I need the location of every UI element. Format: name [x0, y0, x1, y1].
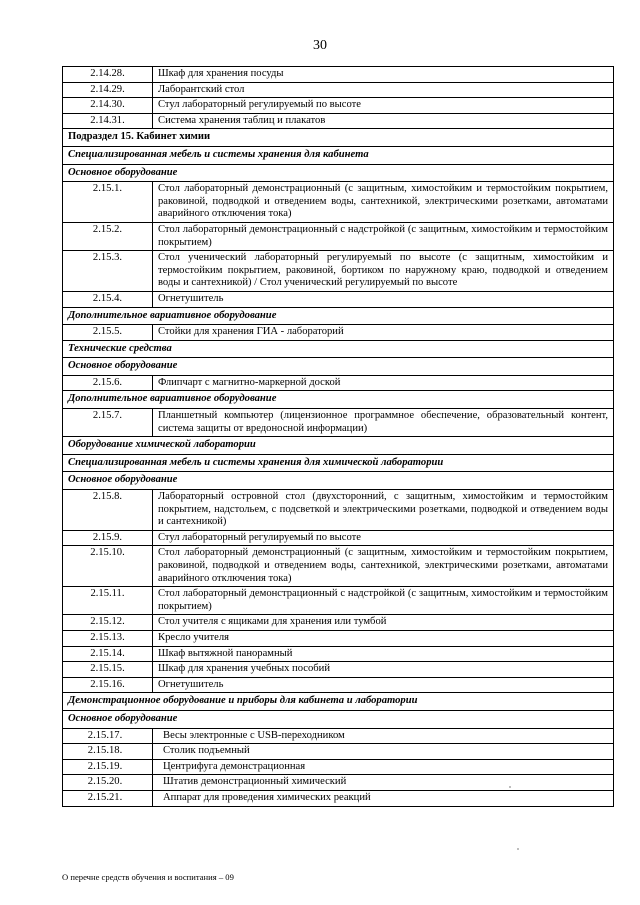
- section-heading: Дополнительное вариативное оборудование: [63, 391, 614, 409]
- item-number: 2.15.8.: [63, 490, 153, 531]
- item-description: Флипчарт с магнитно-маркерной доской: [153, 375, 614, 391]
- section-row: [63, 391, 614, 409]
- scan-speck: [509, 786, 511, 788]
- equipment-table-body: [63, 67, 614, 807]
- item-description: Весы электронные с USB-переходником: [153, 728, 614, 744]
- item-description: Система хранения таблиц и плакатов: [153, 113, 614, 129]
- item-number: 2.15.13.: [63, 630, 153, 646]
- item-number: 2.14.31.: [63, 113, 153, 129]
- table-row: [63, 182, 614, 223]
- item-description: Огнетушитель: [153, 677, 614, 693]
- item-description: Стул лабораторный регулируемый по высоте: [153, 98, 614, 114]
- item-number: 2.15.16.: [63, 677, 153, 693]
- table-row: [63, 728, 614, 744]
- item-description: Стол учителя с ящиками для хранения или тумбой: [153, 615, 614, 631]
- section-row: [63, 472, 614, 490]
- table-row: [63, 375, 614, 391]
- subsection-heading: Подраздел 15. Кабинет химии: [63, 129, 614, 147]
- footer-note: О перечне средств обучения и воспитания – 09: [62, 872, 234, 882]
- item-number: 2.15.18.: [63, 744, 153, 760]
- section-heading: Основное оборудование: [63, 358, 614, 376]
- section-heading: Основное оборудование: [63, 164, 614, 182]
- table-row: [63, 490, 614, 531]
- item-description: Аппарат для проведения химических реакций: [153, 790, 614, 806]
- table-row: [63, 67, 614, 83]
- table-row: [63, 615, 614, 631]
- item-description: Стол лабораторный демонстрационный с надстройкой (с защитным, химостойким и термостойким покрытием): [153, 587, 614, 615]
- table-row: [63, 530, 614, 546]
- table-row: [63, 775, 614, 791]
- section-heading: Специализированная мебель и системы хранения для кабинета: [63, 146, 614, 164]
- item-description: Штатив демонстрационный химический: [153, 775, 614, 791]
- item-description: Столик подъемный: [153, 744, 614, 760]
- table-row: [63, 790, 614, 806]
- item-description: Кресло учителя: [153, 630, 614, 646]
- table-row: [63, 98, 614, 114]
- item-description: Шкаф для хранения посуды: [153, 67, 614, 83]
- section-heading: Демонстрационное оборудование и приборы для кабинета и лаборатории: [63, 693, 614, 711]
- item-number: 2.15.9.: [63, 530, 153, 546]
- table-row: [63, 759, 614, 775]
- item-number: 2.15.20.: [63, 775, 153, 791]
- section-heading: Специализированная мебель и системы хранения для химической лаборатории: [63, 454, 614, 472]
- item-number: 2.15.12.: [63, 615, 153, 631]
- item-description: Стойки для хранения ГИА - лабораторий: [153, 325, 614, 341]
- table-row: [63, 291, 614, 307]
- table-row: [63, 82, 614, 98]
- item-number: 2.14.28.: [63, 67, 153, 83]
- section-row: [63, 693, 614, 711]
- equipment-table: [62, 66, 614, 807]
- table-row: [63, 325, 614, 341]
- item-number: 2.15.19.: [63, 759, 153, 775]
- item-number: 2.15.3.: [63, 251, 153, 292]
- scan-speck: [517, 848, 519, 850]
- section-row: [63, 164, 614, 182]
- page-number: 30: [313, 38, 327, 53]
- table-row: [63, 662, 614, 678]
- item-description: Центрифуга демонстрационная: [153, 759, 614, 775]
- item-number: 2.15.2.: [63, 222, 153, 250]
- section-heading: Основное оборудование: [63, 710, 614, 728]
- section-row: [63, 307, 614, 325]
- item-description: Шкаф для хранения учебных пособий: [153, 662, 614, 678]
- item-description: Стол лабораторный демонстрационный (с защитным, химостойким и термостойким покрытием, раковиной, подводкой и отведением воды, сантехникой, электрическими розетками, автоматами аварийного отключения тока): [153, 546, 614, 587]
- section-heading: Основное оборудование: [63, 472, 614, 490]
- item-description: Планшетный компьютер (лицензионное программное обеспечение, образовательный контент, система защиты от вредоносной информации): [153, 409, 614, 437]
- item-description: Стол ученический лабораторный регулируемый по высоте (с защитным, химостойким и термостойким покрытием, раковиной, бортиком по наружному краю, подводкой и отведением воды и сантехникой) / Стол ученический регулируемый по высоте: [153, 251, 614, 292]
- item-number: 2.15.4.: [63, 291, 153, 307]
- item-number: 2.14.30.: [63, 98, 153, 114]
- item-number: 2.15.6.: [63, 375, 153, 391]
- table-row: [63, 409, 614, 437]
- item-number: 2.15.17.: [63, 728, 153, 744]
- item-description: Огнетушитель: [153, 291, 614, 307]
- item-number: 2.15.15.: [63, 662, 153, 678]
- item-number: 2.15.5.: [63, 325, 153, 341]
- table-row: [63, 251, 614, 292]
- section-heading: Технические средства: [63, 340, 614, 358]
- item-number: 2.15.7.: [63, 409, 153, 437]
- item-description: Стул лабораторный регулируемый по высоте: [153, 530, 614, 546]
- item-description: Лабораторный островной стол (двухсторонний, с защитным, химостойким и термостойким покрытием, надстольем, с подсветкой и электрическими розетками, подводкой и отведением воды и сантехникой): [153, 490, 614, 531]
- table-row: [63, 113, 614, 129]
- table-row: [63, 677, 614, 693]
- item-description: Лаборантский стол: [153, 82, 614, 98]
- table-row: [63, 744, 614, 760]
- section-row: [63, 340, 614, 358]
- table-row: [63, 630, 614, 646]
- table-row: [63, 222, 614, 250]
- item-number: 2.15.14.: [63, 646, 153, 662]
- item-description: Стол лабораторный демонстрационный с надстройкой (с защитным, химостойким и термостойким покрытием): [153, 222, 614, 250]
- item-description: Стол лабораторный демонстрационный (с защитным, химостойким и термостойким покрытием, раковиной, подводкой и отведением воды, сантехникой, электрическими розетками, автоматами аварийного отключения тока): [153, 182, 614, 223]
- item-description: Шкаф вытяжной панорамный: [153, 646, 614, 662]
- section-row: [63, 358, 614, 376]
- item-number: 2.15.10.: [63, 546, 153, 587]
- section-heading: Дополнительное вариативное оборудование: [63, 307, 614, 325]
- section-row: [63, 710, 614, 728]
- section-row: [63, 437, 614, 455]
- table-row: [63, 646, 614, 662]
- table-row: [63, 587, 614, 615]
- item-number: 2.15.1.: [63, 182, 153, 223]
- item-number: 2.14.29.: [63, 82, 153, 98]
- item-number: 2.15.11.: [63, 587, 153, 615]
- section-heading: Оборудование химической лаборатории: [63, 437, 614, 455]
- section-row: [63, 454, 614, 472]
- subsection-row: [63, 129, 614, 147]
- section-row: [63, 146, 614, 164]
- item-number: 2.15.21.: [63, 790, 153, 806]
- table-row: [63, 546, 614, 587]
